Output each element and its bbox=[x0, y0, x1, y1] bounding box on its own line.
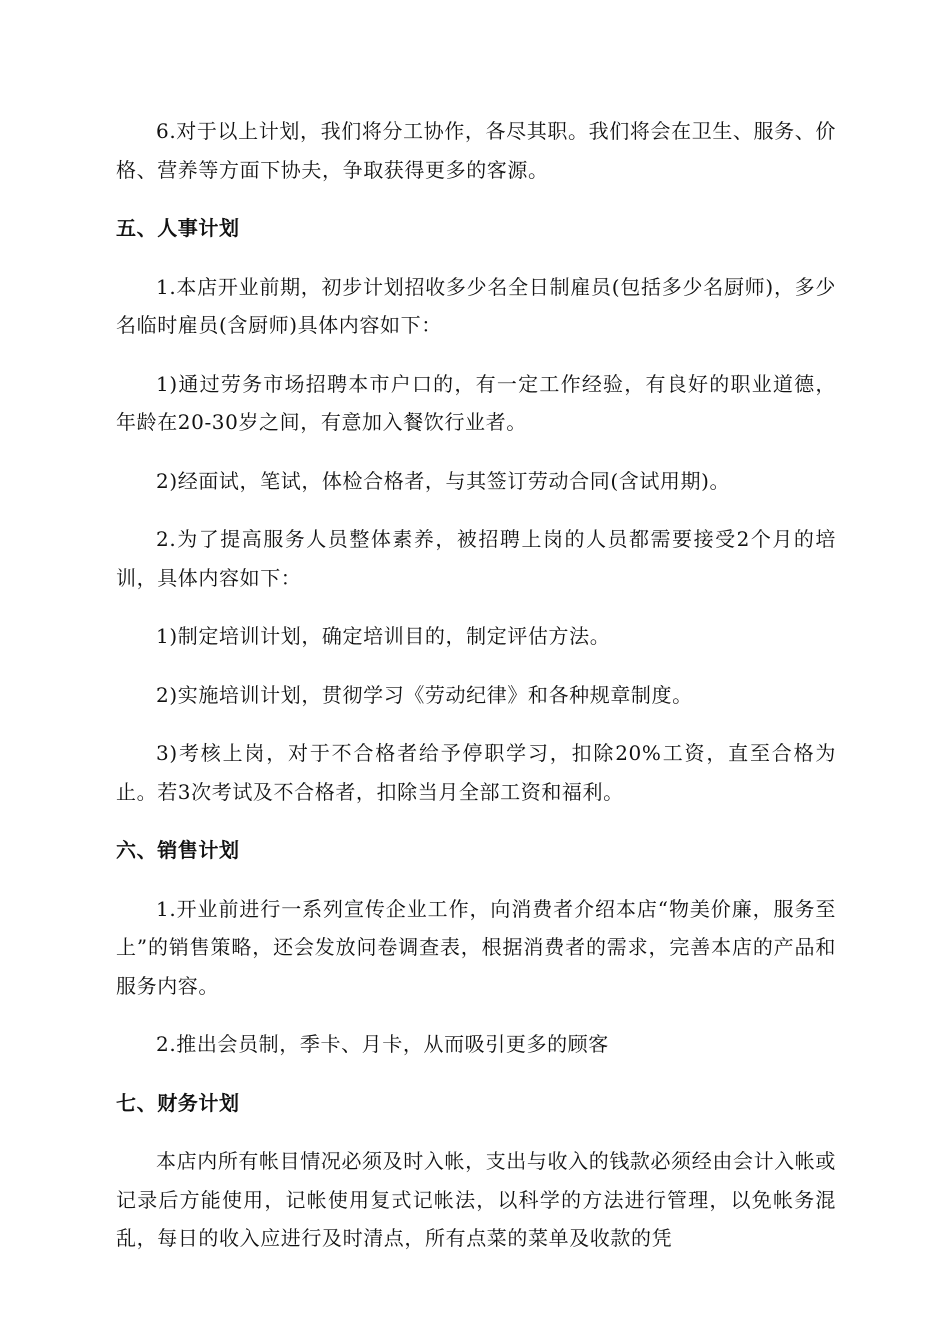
paragraph-recruitment-intro: 1.本店开业前期，初步计划招收多少名全日制雇员(包括多少名厨师)，多少名临时雇员(含厨师)具体内容如下： bbox=[116, 274, 836, 337]
paragraph-training-intro: 2.为了提高服务人员整体素养，被招聘上岗的人员都需要接受2个月的培训，具体内容如下： bbox=[116, 527, 836, 590]
paragraph-item6-division-of-labor: 6.对于以上计划，我们将分工协作，各尽其职。我们将会在卫生、服务、价格、营养等方面下协夫，争取获得更多的客源。 bbox=[116, 119, 836, 182]
heading-finance-plan: 七、财务计划 bbox=[116, 1090, 240, 1115]
paragraph-interview-contract: 2)经面试，笔试，体检合格者，与其签订劳动合同(含试用期)。 bbox=[156, 468, 731, 493]
heading-sales-plan: 六、销售计划 bbox=[116, 838, 240, 862]
paragraph-recruitment-criteria: 1)通过劳务市场招聘本市户口的，有一定工作经验，有良好的职业道德，年龄在20-30岁之间，有意加入餐饮行业者。 bbox=[116, 371, 836, 434]
paragraph-membership: 2.推出会员制，季卡、月卡，从而吸引更多的顾客 bbox=[156, 1032, 609, 1056]
paragraph-training-assessment: 3)考核上岗，对于不合格者给予停职学习，扣除20%工资，直至合格为止。若3次考试及不合格者，扣除当月全部工资和福利。 bbox=[116, 741, 836, 804]
heading-personnel-plan: 五、人事计划 bbox=[116, 216, 240, 240]
document-body bbox=[116, 112, 836, 1258]
paragraph-training-plan: 1)制定培训计划，确定培训目的，制定评估方法。 bbox=[156, 624, 611, 648]
paragraph-training-implementation: 2)实施培训计划，贯彻学习《劳动纪律》和各种规章制度。 bbox=[156, 682, 693, 707]
paragraph-finance-accounts: 本店内所有帐目情况必须及时入帐，支出与收入的钱款必须经由会计入帐或记录后方能使用，记帐使用复式记帐法，以科学的方法进行管理，以免帐务混乱，每日的收入应进行及时清点，所有点菜的菜单及收款的凭 bbox=[116, 1149, 836, 1250]
paragraph-sales-promotion: 1.开业前进行一系列宣传企业工作，向消费者介绍本店“物美价廉，服务至上”的销售策略，还会发放问卷调查表，根据消费者的需求，完善本店的产品和服务内容。 bbox=[116, 896, 836, 998]
